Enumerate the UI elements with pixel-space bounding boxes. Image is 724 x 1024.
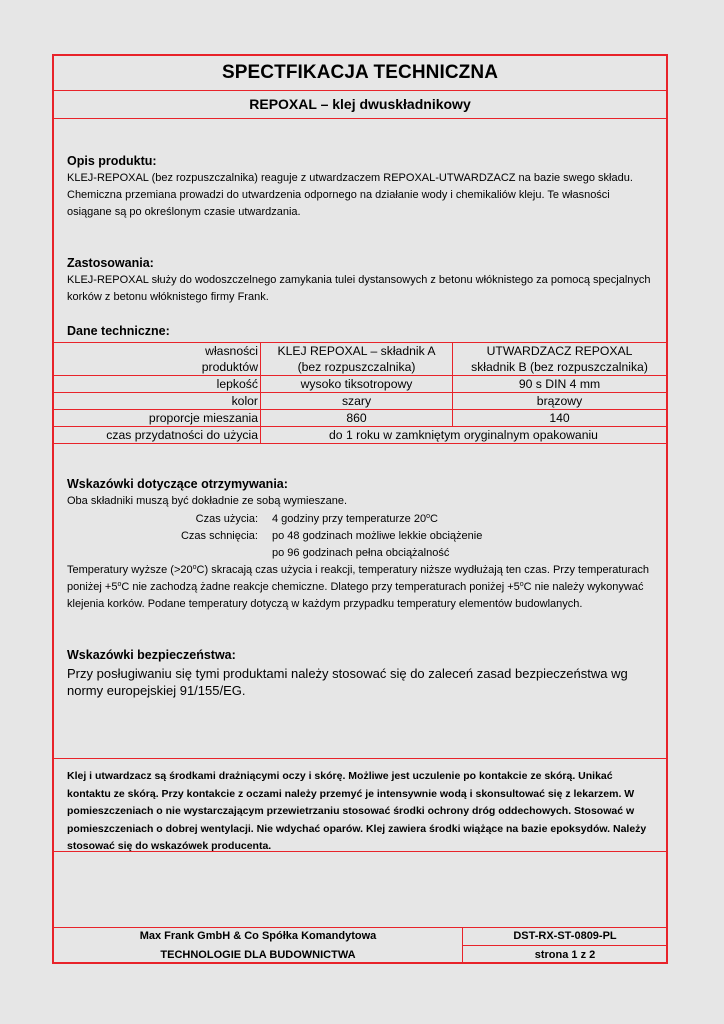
divider	[54, 927, 666, 928]
wskazowki-line1: Oba składniki muszą być dokładnie ze sobą wymieszane.	[67, 495, 348, 507]
table-cell: do 1 roku w zamkniętym oryginalnym opakowaniu	[261, 427, 667, 444]
table-row	[54, 410, 666, 427]
opis-heading: Opis produktu:	[67, 154, 157, 168]
table-row	[54, 393, 666, 410]
table-cell: czas przydatności do użycia	[54, 427, 261, 444]
divider	[54, 118, 666, 119]
zastosowania-heading: Zastosowania:	[67, 256, 154, 270]
table-header-row	[54, 343, 666, 360]
technical-data-table	[54, 342, 666, 444]
document-id: DST-RX-ST-0809-PL	[513, 930, 617, 942]
table-cell: KLEJ REPOXAL – składnik A	[261, 343, 453, 360]
opis-text: KLEJ-REPOXAL (bez rozpuszczalnika) reaguje z utwardzaczem REPOXAL-UTWARDZACZ na bazie swego składu. Chemiczna przemiana prowadzi do utwardzenia odpornego na działanie wody i chemikaliów kleju. Te własności osiągane są po określonym czasie utwardzania.	[67, 172, 633, 218]
dane-heading: Dane techniczne:	[67, 324, 170, 338]
czas-uzycia-value: 4 godziny przy temperaturze 20$^o$C	[272, 513, 438, 525]
bezpieczenstwo-heading: Wskazówki bezpieczeństwa:	[67, 648, 236, 662]
table-cell: (bez rozpuszczalnika)	[261, 359, 453, 376]
table-cell: 140	[453, 410, 667, 427]
wskazowki-heading: Wskazówki dotyczące otrzymywania:	[67, 477, 288, 491]
table-cell: wysoko tiksotropowy	[261, 376, 453, 393]
table-cell: lepkość	[54, 376, 261, 393]
temperature-note: Temperatury wyższe $(>20^oC)$ skracają czas użycia i reakcji, temperatury niższe wydłużają ten czas. Przy temperaturach poniżej $+5^oC$ nie zachodzą żadne reakcje chemiczne. Dlatego przy temperaturach poniżej $+5^oC$ nie należy wykonywać klejenia korków. Podane temperatury dotyczą w każdym przypadku temperatury elementów budowlanych.	[67, 564, 649, 610]
czas-schniecia-value1: po 48 godzinach możliwe lekkie obciążenie	[272, 530, 483, 542]
table-row	[54, 376, 666, 393]
table-cell: produktów	[54, 359, 261, 376]
table-cell: 860	[261, 410, 453, 427]
table-cell: 90 s DIN 4 mm	[453, 376, 667, 393]
zastosowania-text: KLEJ-REPOXAL służy do wodoszczelnego zamykania tulei dystansowych z betonu włóknistego za pomocą specjalnych korków z betonu włóknistego firmy Frank.	[67, 274, 651, 303]
divider	[54, 90, 666, 91]
table-cell: proporcje mieszania	[54, 410, 261, 427]
table-cell: składnik B (bez rozpuszczalnika)	[453, 359, 667, 376]
spec-sheet	[52, 54, 668, 964]
company-name: Max Frank GmbH & Co Spółka Komandytowa	[139, 930, 377, 942]
company-tagline: TECHNOLOGIE DLA BUDOWNICTWA	[160, 949, 356, 961]
czas-uzycia-label: Czas użycia:	[195, 513, 258, 525]
table-header-row	[54, 359, 666, 376]
page-number: strona 1 z 2	[534, 949, 596, 961]
table-cell: szary	[261, 393, 453, 410]
divider	[462, 945, 666, 946]
table-cell: brązowy	[453, 393, 667, 410]
product-subtitle: REPOXAL – klej dwuskładnikowy	[249, 96, 471, 112]
divider	[54, 758, 666, 759]
table-row	[54, 427, 666, 444]
hazard-warning: Klej i utwardzacz są środkami drażniącymi oczy i skórę. Możliwe jest uczulenie po kontakcie ze skórą. Unikać kontaktu ze skórą. Przy kontakcie z oczami należy przemyć je intensywnie wodą i skonsultować się z lekarzem. W pomieszczeniach o nie wystarczającym przewietrzaniu stosować środki ochrony dróg oddechowych. Stosować w pomieszczeniach o dobrej wentylacji. Nie wdychać oparów. Klej zawiera środki wiążące na bazie epoksydów. Należy stosować się do wskazówek producenta.	[67, 770, 647, 852]
czas-schniecia-value2: po 96 godzinach pełna obciążalność	[272, 547, 450, 559]
table-cell: kolor	[54, 393, 261, 410]
czas-schniecia-label: Czas schnięcia:	[180, 530, 258, 542]
divider	[54, 851, 666, 852]
bezpieczenstwo-text: Przy posługiwaniu się tymi produktami należy stosować się do zaleceń zasad bezpieczeństwa wg normy europejskiej 91/155/EG.	[67, 666, 628, 698]
table-cell: własności	[54, 343, 261, 360]
table-cell: UTWARDZACZ REPOXAL	[453, 343, 667, 360]
page-title: SPECTFIKACJA TECHNICZNA	[221, 62, 499, 83]
